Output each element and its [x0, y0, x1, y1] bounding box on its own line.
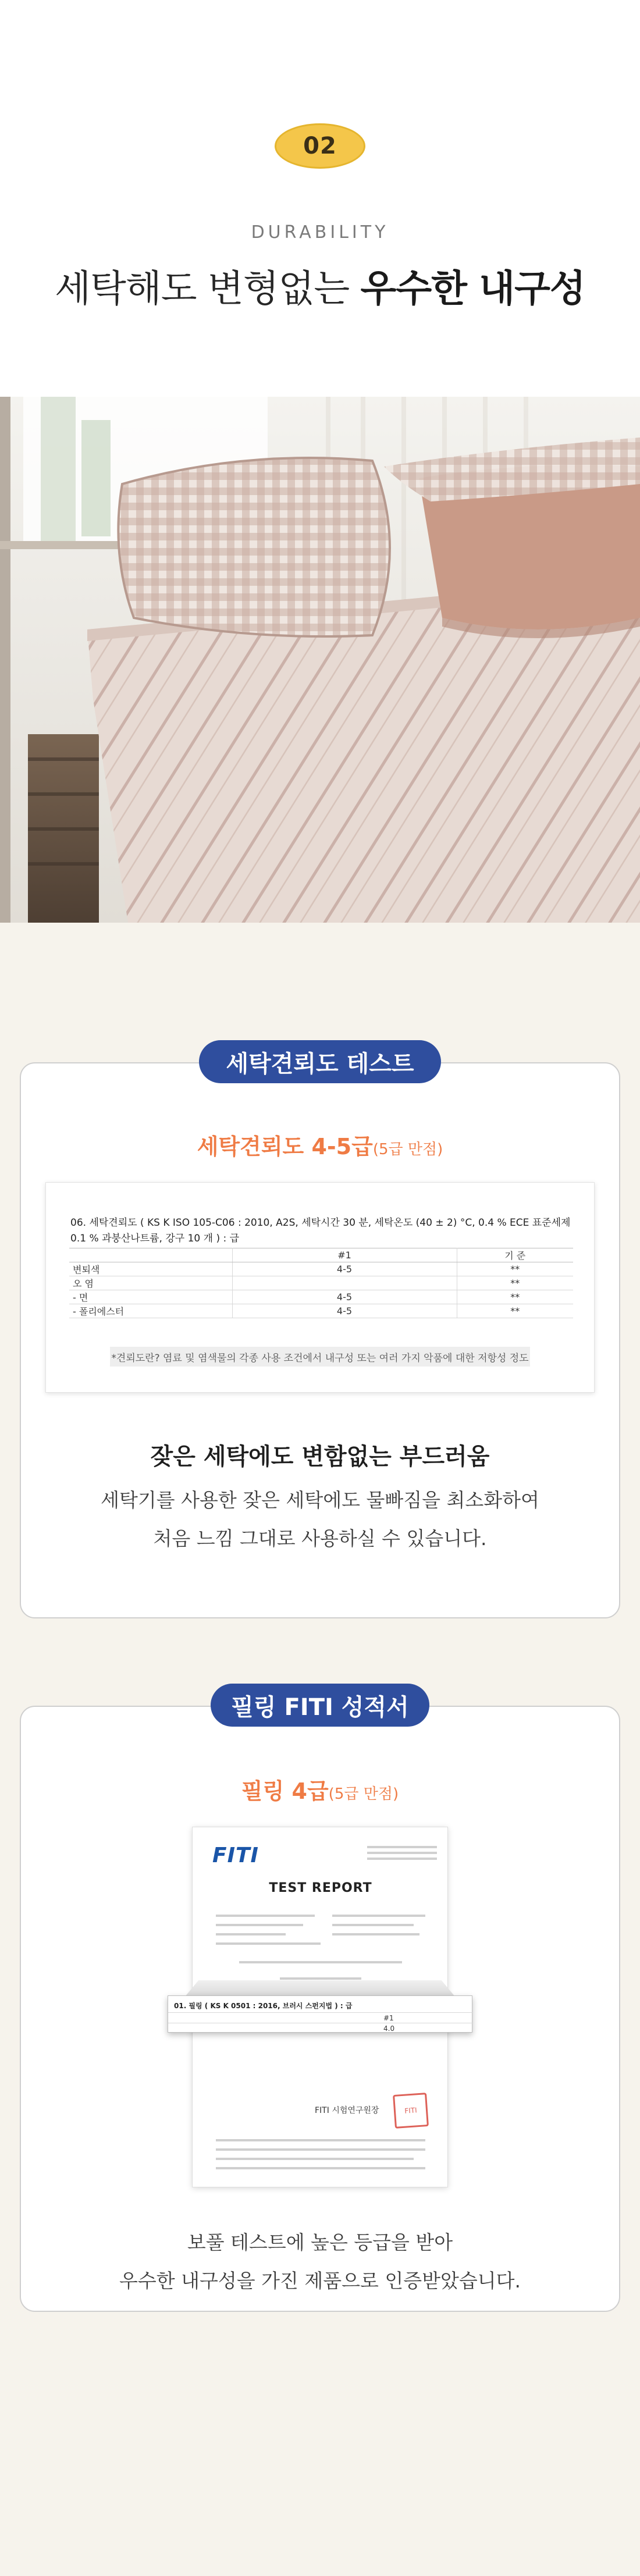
zoom-title: 01. 필링 ( KS K 0501 : 2016, 브러시 스펀지법 ) : 급: [174, 2002, 353, 2010]
wash-test-subhead: 잦은 세탁에도 변함없는 부드러움: [150, 1443, 490, 1470]
zoom-value: 4.0: [383, 2024, 395, 2033]
wash-test-pill: 세탁견뢰도 테스트: [199, 1040, 441, 1083]
table-cell: #1: [232, 1248, 457, 1262]
pilling-result-zoom: [168, 1995, 472, 2033]
headline-light: 세탁해도 변형없는: [55, 268, 361, 311]
pilling-grade-text: 필링 4급: [241, 1778, 329, 1804]
wash-desc-line: 처음 느낌 그대로 사용하실 수 있습니다.: [153, 1527, 487, 1550]
wash-grade-text: 세탁견뢰도 4-5급: [197, 1134, 373, 1159]
report-text-line: [332, 1915, 425, 1917]
wash-doc-title: 06. 세탁견뢰도 ( KS K ISO 105-C06 : 2010, A2S, 세탁시간 30 분, 세탁온도 (40 ± 2) °C, 0.4 % ECE 표준세제 0.1 % 과붕산나트륨, 강구 10 개 ) : 급: [70, 1217, 571, 1244]
zoom-row: [168, 2023, 473, 2033]
report-text-line: [216, 1933, 286, 1935]
section-eyebrow: DURABILITY: [251, 222, 389, 243]
report-text-line: [280, 1977, 361, 1980]
fiti-logo: FITI: [212, 1844, 259, 1867]
red-seal-stamp: FITI: [393, 2093, 429, 2129]
report-text-line: [216, 2139, 425, 2141]
table-cell: - 면: [69, 1290, 232, 1304]
report-text-line: [216, 2158, 414, 2160]
report-text-line: [216, 2167, 425, 2169]
table-cell: 4-5: [232, 1262, 457, 1276]
report-text-line: [216, 1942, 321, 1945]
report-text-line: [332, 1933, 419, 1935]
report-text-line: [239, 1961, 402, 1963]
fastness-definition-note: *견뢰도란? 염료 및 염색물의 각종 사용 조건에서 내구성 또는 여러 가지 악품에 대한 저항성 정도: [110, 1347, 530, 1367]
table-cell: 변퇴색: [69, 1262, 232, 1276]
pilling-desc-line: 우수한 내구성을 가진 제품으로 인증받았습니다.: [119, 2269, 521, 2292]
zoom-row: [168, 2012, 473, 2023]
table-cell: [232, 1276, 457, 1290]
bedroom-photo: [0, 397, 640, 923]
report-title: TEST REPORT: [269, 1881, 372, 1895]
lab-name: FITI 시험연구원장: [315, 2106, 379, 2115]
table-cell: - 폴리에스터: [69, 1304, 232, 1318]
report-text-line: [332, 1924, 414, 1926]
table-cell: [69, 1248, 232, 1262]
headline-bold: 우수한 내구성: [360, 268, 585, 311]
table-cell: **: [457, 1290, 573, 1304]
table-row: [69, 1304, 573, 1318]
pilling-test-pill: 필링 FITI 성적서: [211, 1684, 429, 1727]
wash-grade-note: (5급 만점): [372, 1141, 443, 1158]
table-row: [69, 1290, 573, 1304]
report-text-line: [216, 1915, 315, 1917]
pilling-test-grade: [0, 1773, 640, 1805]
report-header-lines: [367, 1846, 437, 1866]
table-cell: **: [457, 1262, 573, 1276]
table-cell: 4-5: [232, 1290, 457, 1304]
report-text-line: [216, 1924, 303, 1926]
pilling-desc-line: 보풀 테스트에 높은 등급을 받아: [187, 2231, 453, 2254]
table-cell: 기 준: [457, 1248, 573, 1262]
wash-test-description: [0, 1481, 640, 1558]
zoom-value: #1: [383, 2014, 394, 2022]
table-row: [69, 1262, 573, 1276]
table-row: [69, 1248, 573, 1262]
zoom-bevel: [185, 1980, 455, 1997]
table-cell: **: [457, 1276, 573, 1290]
table-cell: **: [457, 1304, 573, 1318]
table-row: [69, 1276, 573, 1290]
table-cell: 오 염: [69, 1276, 232, 1290]
wash-test-grade: [0, 1129, 640, 1161]
report-text-line: [216, 2148, 425, 2151]
wash-desc-line: 세탁기를 사용한 잦은 세탁에도 물빠짐을 최소화하여: [101, 1489, 539, 1511]
pilling-test-description: [0, 2223, 640, 2300]
wash-result-table: [69, 1248, 573, 1318]
wash-test-document: [45, 1182, 595, 1393]
section-header: [0, 0, 640, 397]
section-number-badge: 02: [275, 123, 365, 169]
section-headline: [0, 259, 640, 312]
table-cell: 4-5: [232, 1304, 457, 1318]
pilling-grade-note: (5급 만점): [328, 1785, 399, 1803]
